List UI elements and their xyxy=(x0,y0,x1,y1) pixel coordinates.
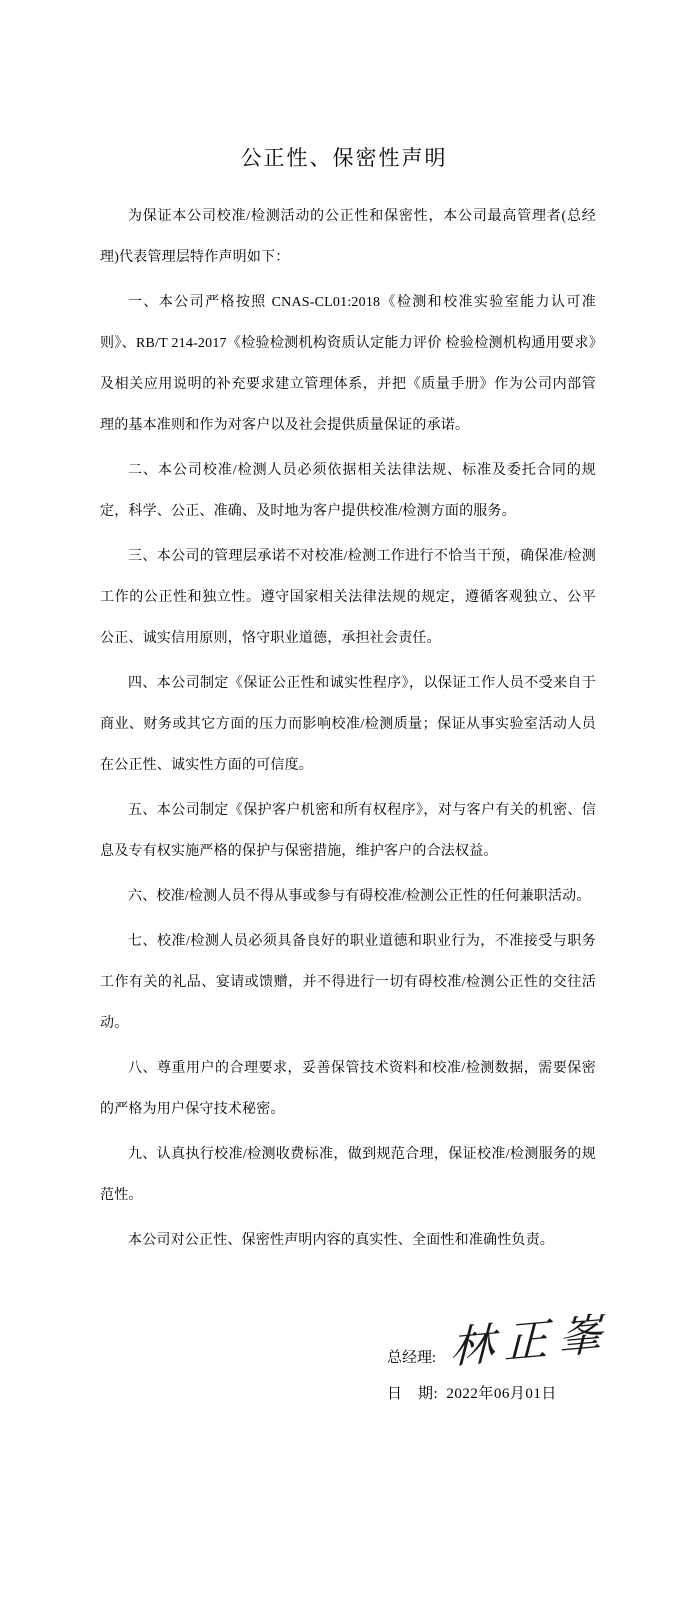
signature-block xyxy=(387,1309,613,1374)
signature-role-label: 总经理: xyxy=(387,1350,437,1366)
clause-1-paragraph: 一、本公司严格按照 CNAS-CL01:2018《检测和校准实验室能力认可准则》、RB/T 214-2017《检验检测机构资质认定能力评价 检验检测机构通用要求》及相关应用说明的补充要求建立管理体系，并把《质量手册》作为公司内部管理的基本准则和作为对客户以及社会提供质量保证的承诺。 xyxy=(100,295,596,433)
closing-paragraph: 本公司对公正性、保密性声明内容的真实性、全面性和准确性负责。 xyxy=(128,1233,554,1248)
date-label: 日 期: xyxy=(387,1386,439,1402)
clause-6-paragraph: 六、校准/检测人员不得从事或参与有碍校准/检测公正性的任何兼职活动。 xyxy=(128,889,591,904)
handwritten-signature: 林正峯 xyxy=(450,1309,613,1374)
clause-8-paragraph: 八、尊重用户的合理要求，妥善保管技术资料和校准/检测数据，需要保密的严格为用户保守技术秘密。 xyxy=(100,1061,596,1117)
clause-2-paragraph: 二、本公司校准/检测人员必须依据相关法律法规、标准及委托合同的规定，科学、公正、准确、及时地为客户提供校准/检测方面的服务。 xyxy=(100,463,596,519)
clause-9-paragraph: 九、认真执行校准/检测收费标准，做到规范合理，保证校准/检测服务的规范性。 xyxy=(100,1147,596,1203)
intro-paragraph: 为保证本公司校准/检测活动的公正性和保密性，本公司最高管理者(总经理)代表管理层特作声明如下： xyxy=(100,209,596,265)
date-value: 2022年06月01日 xyxy=(446,1386,557,1402)
document-title: 公正性、保密性声明 xyxy=(240,146,448,170)
clause-3-paragraph: 三、本公司的管理层承诺不对校准/检测工作进行不恰当干预，确保准/检测工作的公正性和独立性。遵守国家相关法律法规的规定，遵循客观独立、公平公正、诚实信用原则，恪守职业道德，承担社会责任。 xyxy=(100,549,596,646)
date-block xyxy=(387,1383,596,1405)
document-body xyxy=(100,196,596,1261)
clause-4-paragraph: 四、本公司制定《保证公正性和诚实性程序》，以保证工作人员不受来自于商业、财务或其它方面的压力而影响校准/检测质量；保证从事实验室活动人员在公正性、诚实性方面的可信度。 xyxy=(100,676,596,773)
clause-7-paragraph: 七、校准/检测人员必须具备良好的职业道德和职业行为，不准接受与职务工作有关的礼品、宴请或馈赠，并不得进行一切有碍校准/检测公正性的交往活动。 xyxy=(100,934,596,1031)
clause-5-paragraph: 五、本公司制定《保护客户机密和所有权程序》，对与客户有关的机密、信息及专有权实施严格的保护与保密措施，维护客户的合法权益。 xyxy=(100,803,596,859)
